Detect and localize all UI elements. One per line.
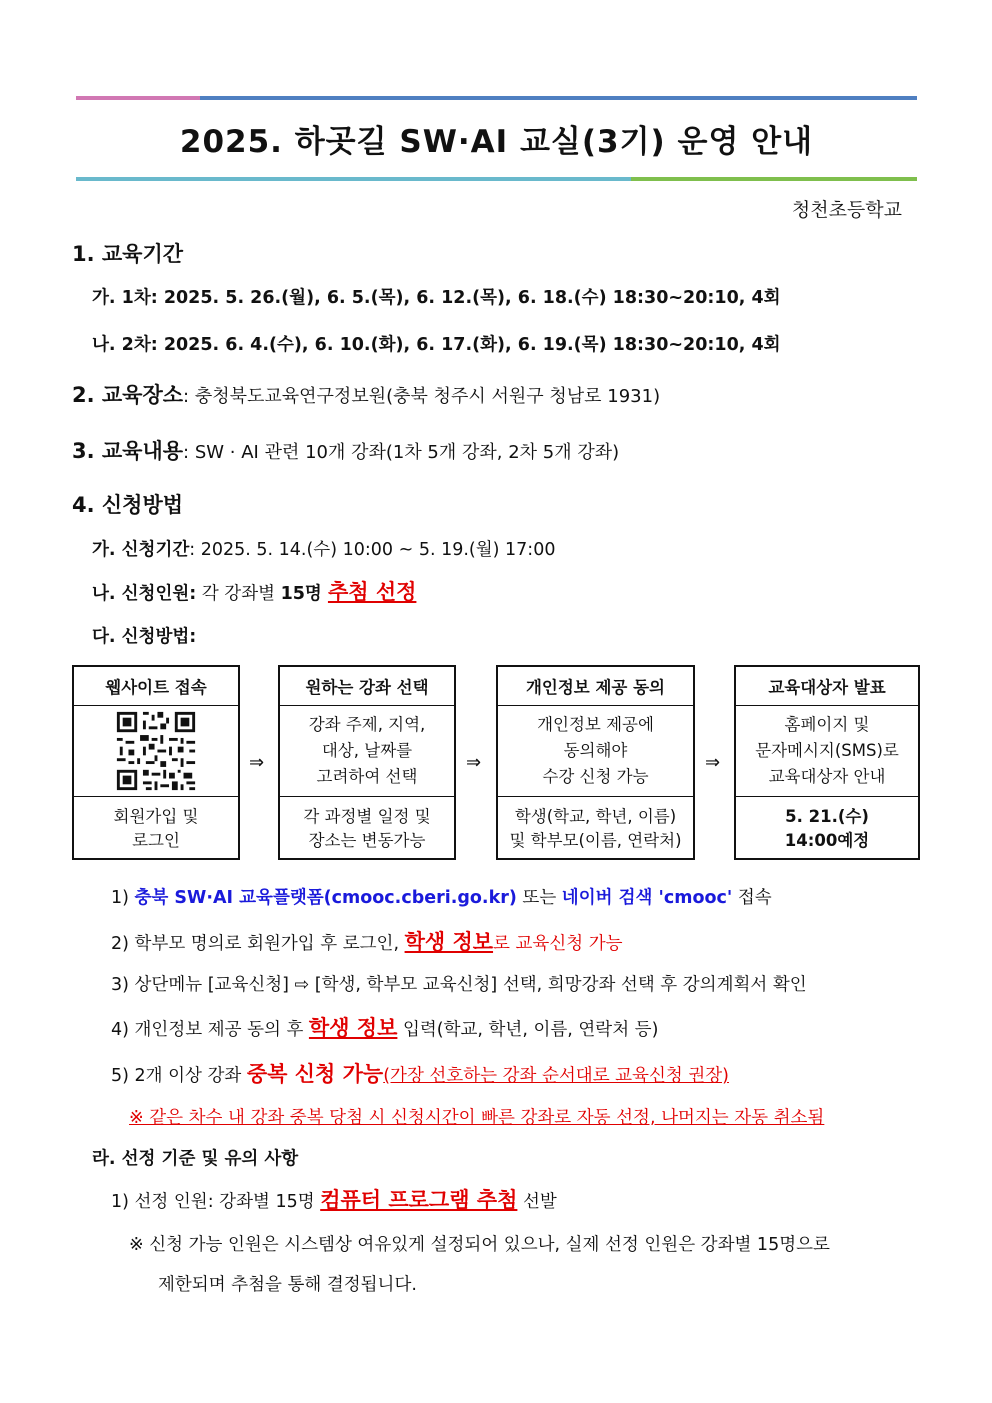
qr-code-area: [74, 706, 238, 797]
selection-note-1: ※ 신청 가능 인원은 시스템상 여유있게 설정되어 있으나, 실제 선정 인원은 강좌별 15명으로: [129, 1235, 830, 1255]
step-5: [111, 1058, 729, 1088]
flow-arrow-3: ⇒: [705, 752, 721, 773]
section-1-heading: 1. 교육기간: [72, 242, 184, 266]
step-2-highlight: 학생 정보: [404, 930, 494, 954]
flow-box-head: 웹사이트 접속: [74, 667, 238, 706]
step-1-or: 또는: [516, 888, 562, 908]
apply-count: [92, 576, 416, 606]
section-4-heading: 4. 신청방법: [72, 493, 184, 517]
flow-box-consent: [496, 665, 695, 860]
foot-line-2: 및 학부모(이름, 연락처): [509, 830, 682, 850]
step-1-num: 1): [111, 888, 135, 908]
period-2: 나. 2차: 2025. 6. 4.(수), 6. 10.(화), 6. 17.(화), 6. 19.(목) 18:30~20:10, 4회: [92, 335, 781, 355]
flow-box-announce: [734, 665, 920, 860]
apply-period-text: : 2025. 5. 14.(수) 10:00 ~ 5. 19.(월) 17:00: [189, 540, 556, 560]
step-1-end: 접속: [732, 888, 772, 908]
flow-box-head: 교육대상자 발표: [736, 667, 918, 706]
foot-line-2: 로그인: [132, 830, 180, 850]
step-4-tail: 입력(학교, 학년, 이름, 연락처 등): [397, 1020, 659, 1040]
selection-line-1: [111, 1184, 557, 1214]
step-1: [111, 884, 772, 909]
foot-line-1: 회원가입 및: [113, 806, 199, 826]
step-4: [111, 1012, 658, 1042]
section-2: [72, 379, 660, 409]
step-2: [111, 926, 623, 956]
step-5-tail: (가장 선호하는 강좌 순서대로 교육신청 권장): [383, 1066, 729, 1086]
flow-box-mid: [280, 706, 454, 797]
mid-line-1: 개인정보 제공에: [537, 715, 654, 734]
selection-note-2: 제한되며 추첨을 통해 결정됩니다.: [158, 1275, 417, 1295]
step-3: 3) 상단메뉴 [교육신청] ⇨ [학생, 학부모 교육신청] 선택, 희망강좌 선택 후 강의계획서 확인: [111, 975, 807, 995]
mid-line-1: 강좌 주제, 지역,: [308, 715, 426, 734]
apply-count-label: 나. 신청인원:: [92, 584, 197, 604]
apply-period: [92, 536, 555, 561]
foot-line-2: 장소는 변동가능: [308, 830, 426, 850]
mid-line-3: 고려하여 선택: [316, 767, 418, 786]
foot-line-1: 각 과정별 일정 및: [303, 806, 431, 826]
selection-highlight: 컴퓨터 프로그램 추첨: [320, 1188, 518, 1212]
flow-arrow-1: ⇒: [249, 752, 265, 773]
step-4-highlight: 학생 정보: [308, 1016, 398, 1040]
step-4-text: 4) 개인정보 제공 동의 후: [111, 1020, 309, 1040]
flow-box-foot: [280, 797, 454, 860]
flow-box-foot: [74, 797, 238, 860]
flow-box-mid: [736, 706, 918, 797]
selection-text: 1) 선정 인원: 강좌별 15명: [111, 1192, 321, 1212]
top-rule: [76, 96, 917, 100]
duplicate-note: ※ 같은 차수 내 강좌 중복 당첨 시 신청시간이 빠른 강좌로 자동 선정, 나머지는 자동 취소됨: [129, 1108, 825, 1128]
naver-search-link[interactable]: 네이버 검색 'cmooc': [561, 888, 733, 908]
mid-line-2: 문자메시지(SMS)로: [755, 741, 899, 760]
flow-box-mid: [498, 706, 693, 797]
flow-box-website: [72, 665, 240, 860]
foot-line-2: 14:00예정: [784, 830, 870, 850]
mid-line-3: 교육대상자 안내: [768, 767, 886, 786]
bottom-rule: [76, 177, 917, 181]
section-3-heading: 3. 교육내용: [72, 439, 184, 463]
step-5-text: 5) 2개 이상 강좌: [111, 1066, 247, 1086]
school-name: 청천초등학교: [791, 199, 902, 221]
flow-box-foot: [736, 797, 918, 860]
flow-arrow-2: ⇒: [466, 752, 482, 773]
foot-line-1: 5. 21.(수): [785, 806, 869, 826]
flow-box-head: 원하는 강좌 선택: [280, 667, 454, 706]
selection-heading: 라. 선정 기준 및 유의 사항: [92, 1149, 299, 1169]
platform-link[interactable]: 충북 SW·AI 교육플랫폼(cmooc.cberi.go.kr): [134, 888, 517, 908]
foot-line-1: 학생(학교, 학년, 이름): [514, 806, 677, 826]
page-title: 2025. 하곳길 SW·AI 교실(3기) 운영 안내: [179, 124, 814, 160]
step-2-tail: 로 교육신청 가능: [493, 934, 623, 954]
section-3: [72, 435, 619, 465]
lottery-note: 추첨 선정: [327, 580, 417, 604]
apply-period-label: 가. 신청기간: [92, 540, 190, 560]
step-2-text: 2) 학부모 명의로 회원가입 후 로그인,: [111, 934, 405, 954]
flow-box-foot: [498, 797, 693, 860]
section-3-text: : SW · AI 관련 10개 강좌(1차 5개 강좌, 2차 5개 강좌): [183, 442, 620, 463]
mid-line-2: 대상, 날짜를: [321, 741, 413, 760]
flow-box-head: 개인정보 제공 동의: [498, 667, 693, 706]
step-5-highlight: 중복 신청 가능: [246, 1062, 384, 1086]
period-1: 가. 1차: 2025. 5. 26.(월), 6. 5.(목), 6. 12.(목), 6. 18.(수) 18:30~20:10, 4회: [92, 288, 781, 308]
mid-line-3: 수강 신청 가능: [542, 767, 649, 786]
apply-method-label: 다. 신청방법:: [92, 627, 197, 647]
section-2-text: : 충청북도교육연구정보원(충북 청주시 서원구 청남로 1931): [183, 386, 661, 407]
apply-count-number: 15명: [280, 584, 322, 604]
mid-line-1: 홈페이지 및: [784, 715, 870, 734]
qr-code-icon[interactable]: [114, 709, 198, 793]
apply-count-text: 각 강좌별: [196, 584, 281, 604]
flow-box-select: [278, 665, 456, 860]
selection-tail: 선발: [517, 1192, 557, 1212]
mid-line-2: 동의해야: [563, 741, 628, 760]
section-2-heading: 2. 교육장소: [72, 383, 184, 407]
